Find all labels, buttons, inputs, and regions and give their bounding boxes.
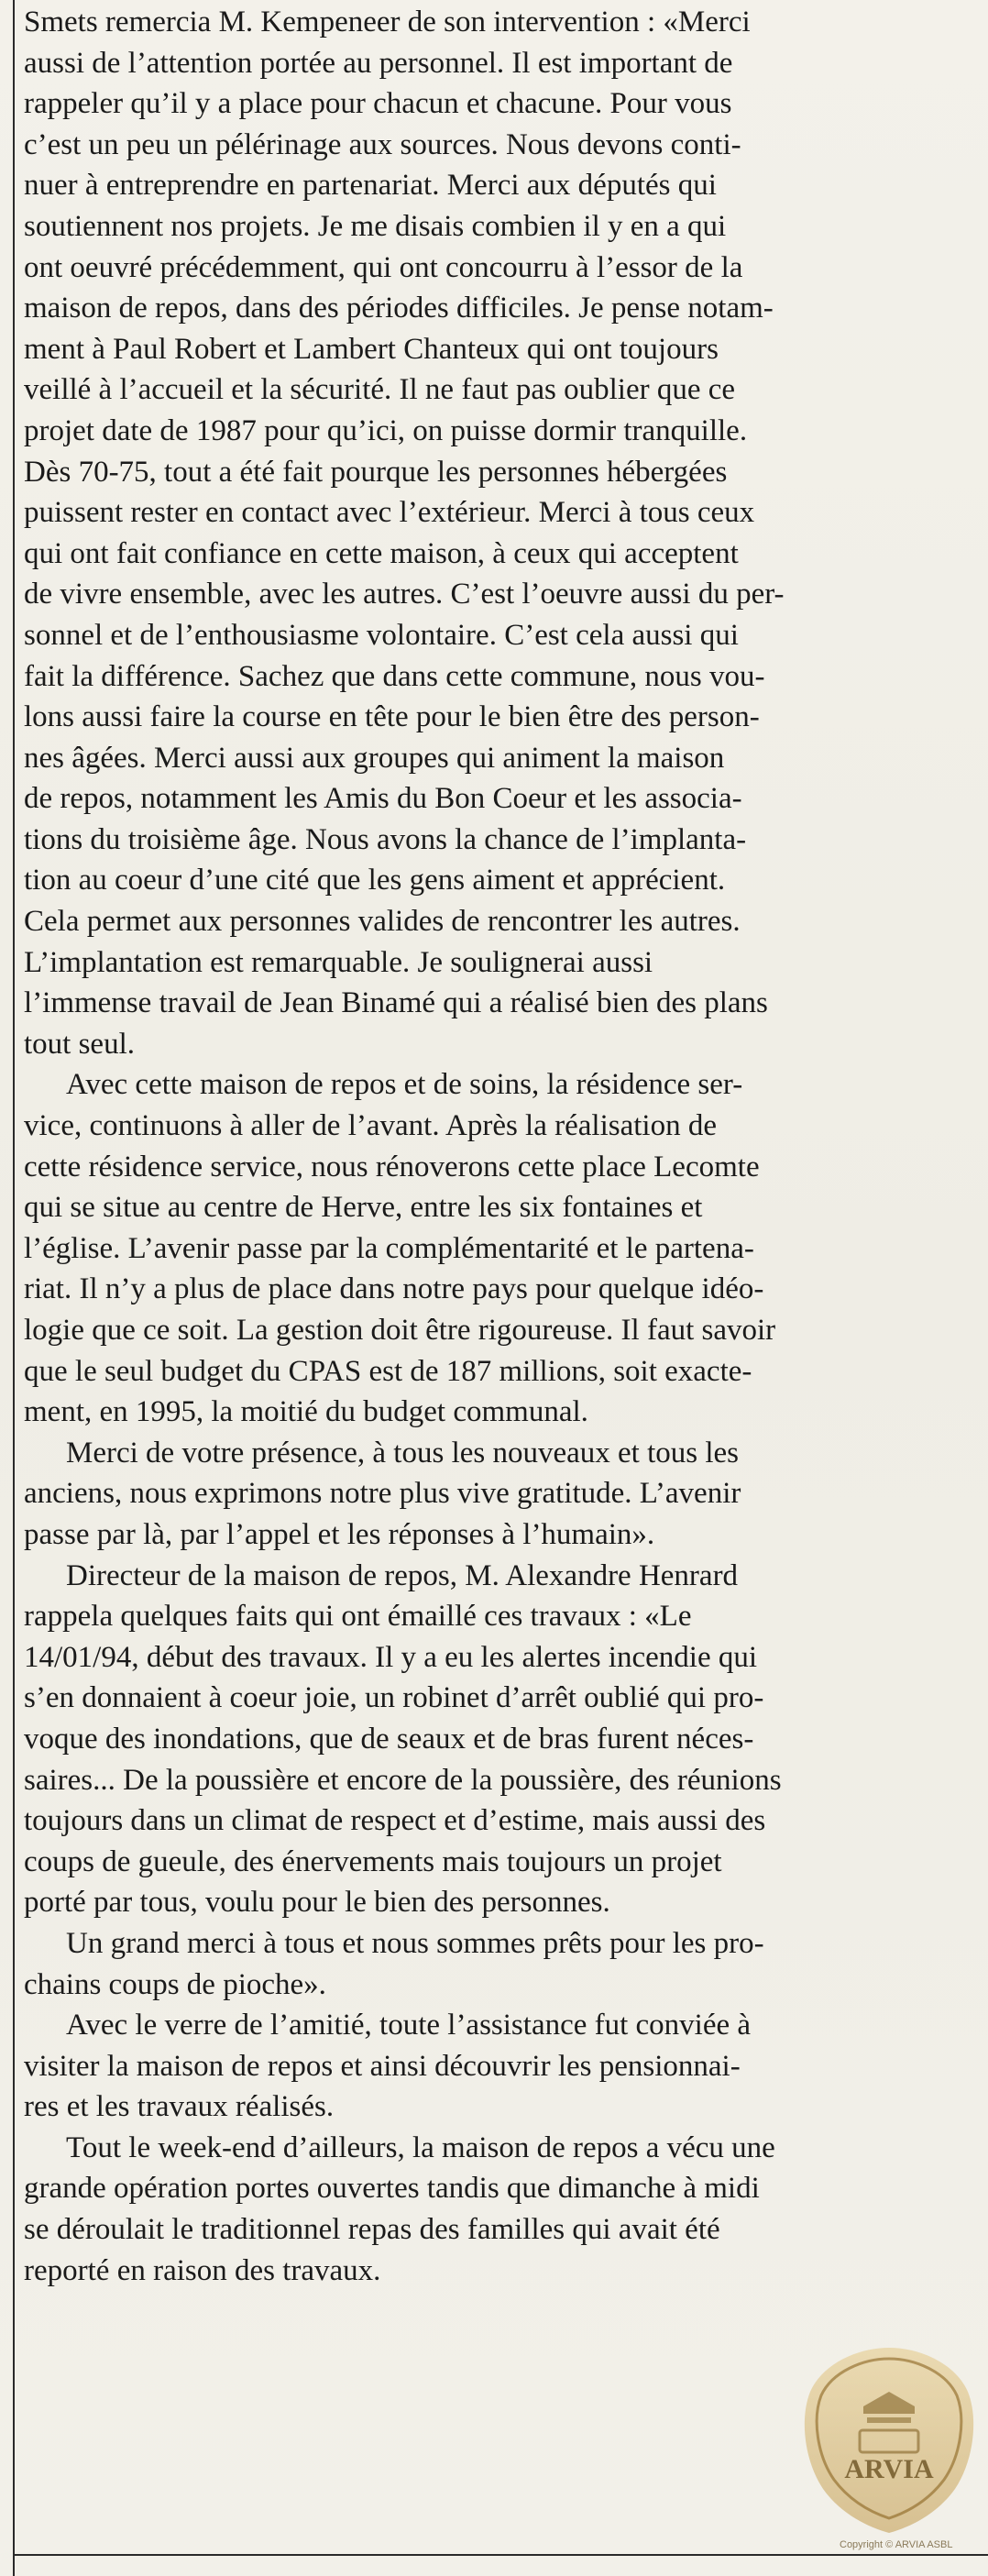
article-line: tion au coeur d’une cité que les gens aiment et apprécient. — [24, 864, 726, 897]
article-line: tout seul. — [24, 1027, 135, 1061]
article-line: chains coups de pioche». — [24, 1967, 326, 2001]
article-line: nes âgées. Merci aussi aux groupes qui animent la maison — [24, 741, 725, 775]
article-line: anciens, nous exprimons notre plus vive gratitude. L’avenir — [24, 1477, 741, 1511]
article-line: 14/01/94, début des travaux. Il y a eu les alertes incendie qui — [24, 1640, 758, 1674]
archive-stamp-icon — [799, 2342, 979, 2537]
article-line: Avec cette maison de repos et de soins, la résidence ser- — [66, 1068, 743, 1102]
article-line: voque des inondations, que de seaux et de bras furent néces- — [24, 1722, 754, 1756]
article-line: ment à Paul Robert et Lambert Chanteux qui ont toujours — [24, 332, 719, 366]
article-line: porté par tous, voulu pour le bien des personnes. — [24, 1886, 610, 1920]
article-line: qui se situe au centre de Herve, entre les six fontaines et — [24, 1191, 703, 1225]
article-line: fait la différence. Sachez que dans cette commune, nous vou- — [24, 659, 765, 693]
column-rule-left — [13, 0, 15, 2576]
article-line: L’implantation est remarquable. Je soulignerai aussi — [24, 945, 653, 979]
article-line: Dès 70-75, tout a été fait pourque les personnes hébergées — [24, 455, 728, 489]
article-line: ment, en 1995, la moitié du budget communal. — [24, 1395, 588, 1429]
article-line: vice, continuons à aller de l’avant. Après la réalisation de — [24, 1109, 717, 1143]
article-line: se déroulait le traditionnel repas des familles qui avait été — [24, 2213, 720, 2247]
article-line: l’immense travail de Jean Binamé qui a réalisé bien des plans — [24, 986, 768, 1020]
article-line: rappela quelques faits qui ont émaillé ces travaux : «Le — [24, 1600, 692, 1634]
article-line: Directeur de la maison de repos, M. Alexandre Henrard — [66, 1558, 739, 1592]
article-line: reporté en raison des travaux. — [24, 2253, 381, 2287]
column-rule-bottom — [15, 2554, 988, 2556]
article-line: riat. Il n’y a plus de place dans notre pays pour quelque idéo- — [24, 1272, 764, 1306]
article-line: toujours dans un climat de respect et d’estime, mais aussi des — [24, 1804, 766, 1838]
article-line: visiter la maison de repos et ainsi découvrir les pensionnai- — [24, 2049, 741, 2083]
article-line: ont oeuvré précédemment, qui ont concourru à l’essor de la — [24, 250, 743, 284]
article-line: que le seul budget du CPAS est de 187 millions, soit exacte- — [24, 1354, 752, 1388]
article-line: l’église. L’avenir passe par la complémentarité et le partena- — [24, 1231, 754, 1265]
article-line: Cela permet aux personnes valides de rencontrer les autres. — [24, 905, 741, 939]
article-line: passe par là, par l’appel et les réponses à l’humain». — [24, 1517, 655, 1551]
article-line: soutiennent nos projets. Je me disais combien il y en a qui — [24, 209, 727, 243]
article-line: Avec le verre de l’amitié, toute l’assistance fut conviée à — [66, 2009, 752, 2042]
article-line: Tout le week-end d’ailleurs, la maison de repos a vécu une — [66, 2130, 775, 2164]
stamp-logo-text: ARVIA — [844, 2454, 934, 2484]
article-line: Merci de votre présence, à tous les nouveaux et tous les — [66, 1436, 740, 1470]
article-line: sonnel et de l’enthousiasme volontaire. C’est cela aussi qui — [24, 618, 739, 652]
article-line: res et les travaux réalisés. — [24, 2090, 335, 2124]
article-line: rappeler qu’il y a place pour chacun et chacune. Pour vous — [24, 87, 732, 121]
article-line: aussi de l’attention portée au personnel. Il est important de — [24, 46, 733, 80]
article-line: grande opération portes ouvertes tandis que dimanche à midi — [24, 2172, 760, 2206]
article-line: saires... De la poussière et encore de la poussière, des réunions — [24, 1763, 782, 1797]
article-line: puissent rester en contact avec l’extérieur. Merci à tous ceux — [24, 496, 755, 530]
article-line: de repos, notamment les Amis du Bon Coeur et les associa- — [24, 782, 742, 816]
article-line: cette résidence service, nous rénoverons cette place Lecomte — [24, 1150, 760, 1183]
article-line: veillé à l’accueil et la sécurité. Il ne faut pas oublier que ce — [24, 373, 736, 407]
article-line: tions du troisième âge. Nous avons la chance de l’implanta- — [24, 822, 747, 856]
article-line: lons aussi faire la course en tête pour le bien être des person- — [24, 700, 760, 734]
article-line: projet date de 1987 pour qu’ici, on puisse dormir tranquille. — [24, 413, 748, 447]
article-line: de vivre ensemble, avec les autres. C’est l’oeuvre aussi du per- — [24, 578, 785, 611]
article-line: logie que ce soit. La gestion doit être rigoureuse. Il faut savoir — [24, 1314, 776, 1347]
article-line: qui ont fait confiance en cette maison, à ceux qui acceptent — [24, 536, 739, 570]
article-column — [24, 2, 988, 2291]
article-line: Smets remercia M. Kempeneer de son intervention : «Merci — [24, 6, 751, 39]
article-line: nuer à entreprendre en partenariat. Merci aux députés qui — [24, 169, 717, 203]
article-line: s’en donnaient à coeur joie, un robinet d’arrêt oublié qui pro- — [24, 1681, 764, 1715]
article-line: c’est un peu un pélérinage aux sources. Nous devons conti- — [24, 127, 741, 161]
stamp-copyright: Copyright © ARVIA ASBL — [840, 2539, 953, 2550]
article-line: coups de gueule, des énervements mais toujours un projet — [24, 1844, 722, 1878]
article-line: maison de repos, dans des périodes difficiles. Je pense notam- — [24, 292, 774, 325]
article-line: Un grand merci à tous et nous sommes prêts pour les pro- — [66, 1926, 764, 1960]
